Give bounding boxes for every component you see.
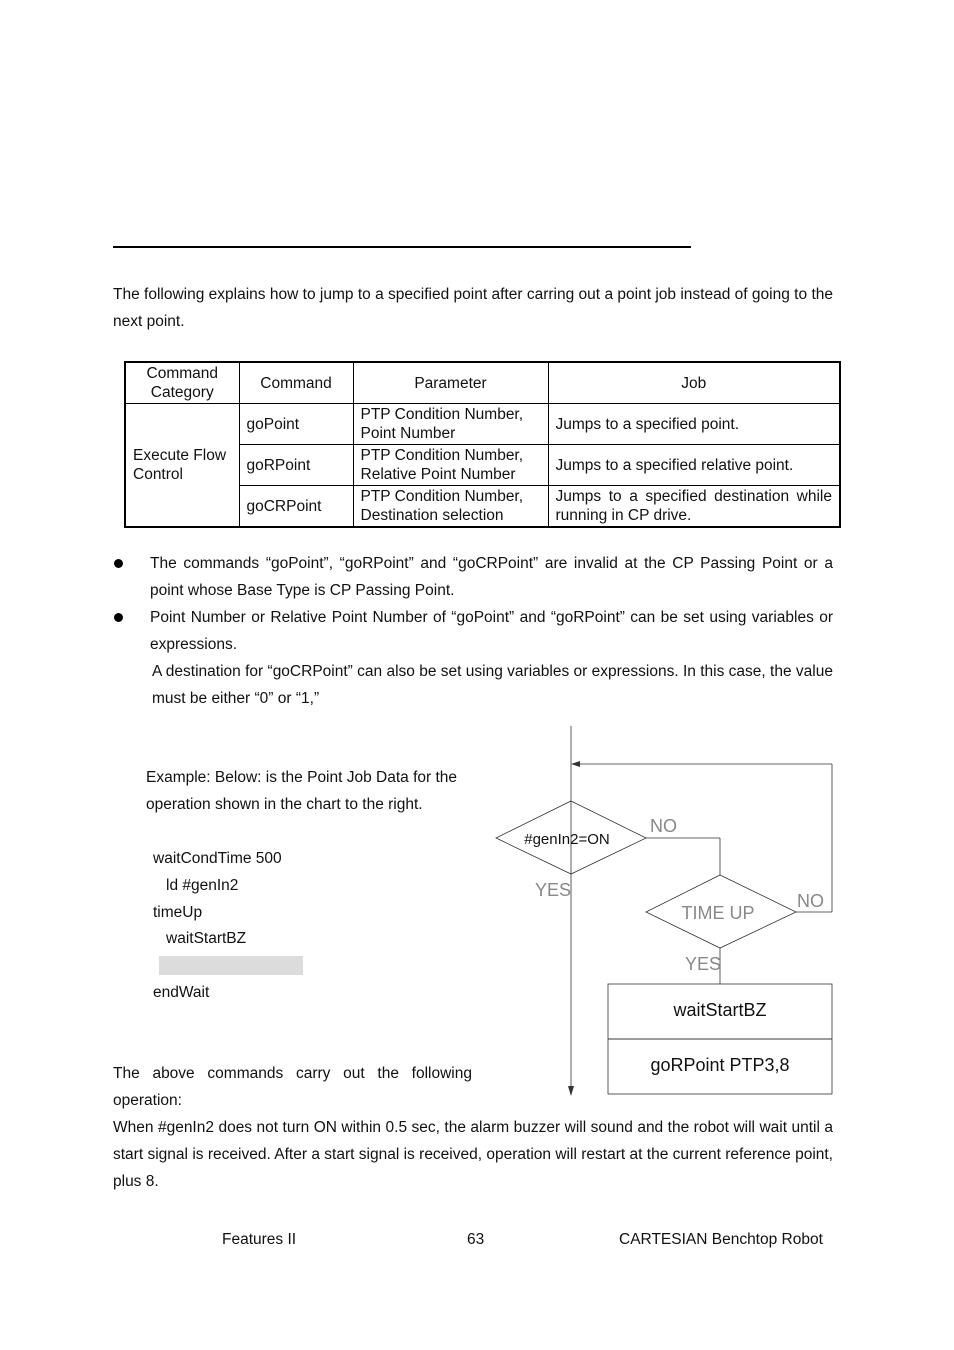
process-box-1-label: waitStartBZ [673, 1000, 767, 1020]
operation-explanation [113, 1060, 833, 1195]
explanation-line: The above commands carry out the following [113, 1065, 472, 1082]
decision-genin2-label: #genIn2=ON [524, 831, 610, 848]
parameter-cell [353, 486, 548, 528]
category-cell [125, 404, 239, 528]
job-cell [548, 486, 840, 528]
no-label: NO [797, 891, 824, 911]
list-item [113, 550, 833, 604]
yes-label: YES [685, 954, 722, 974]
bullet-text: The commands “goPoint”, “goRPoint” and “goCRPoint” are invalid at the CP Passing Point or a point whose Base Type is CP Passing Point. [150, 555, 833, 599]
job-cell: Jumps to a specified relative point. [548, 445, 840, 486]
bullet-continuation: A destination for “goCRPoint” can also be set using variables or expressions. In this case, the value must be either “0” or “1,” [152, 663, 833, 707]
category-label: Execute Flow Control [133, 447, 227, 483]
code-line: waitStartBZ [166, 930, 247, 947]
notes-list [113, 550, 833, 712]
flowchart [490, 726, 840, 1098]
intro-paragraph: The following explains how to jump to a specified point after carring out a point job instead of going to the next point. [113, 286, 833, 330]
parameter-cell [353, 404, 548, 445]
header-job: Job [548, 362, 840, 404]
command-cell: goRPoint [239, 445, 353, 486]
process-box-2-label: goRPoint PTP3,8 [650, 1055, 790, 1075]
parameter-line: Destination selection [360, 507, 504, 524]
command-cell: goCRPoint [239, 486, 353, 528]
header-command: Command [239, 362, 353, 404]
footer-right: CARTESIAN Benchtop Robot [619, 1231, 823, 1248]
command-cell: goPoint [239, 404, 353, 445]
job-line: Jumps to a specified destination while [555, 488, 832, 505]
job-cell: Jumps to a specified point. [548, 404, 840, 445]
parameter-line: PTP Condition Number, [360, 488, 524, 505]
page-number: 63 [467, 1231, 485, 1248]
parameter-cell [353, 445, 548, 486]
code-line: timeUp [153, 904, 203, 921]
table-header-row [125, 362, 840, 404]
bullet-icon [114, 559, 123, 568]
example-intro [146, 764, 486, 818]
no-label: NO [650, 816, 677, 836]
code-line: waitCondTime 500 [153, 850, 282, 867]
header-label: Command Category [146, 365, 218, 401]
example-line: Example: Below: is the Point Job Data for the [146, 769, 458, 786]
example-line: operation shown in the chart to the right. [146, 796, 423, 813]
header-command-category [125, 362, 239, 404]
code-line: endWait [153, 984, 210, 1001]
list-item [113, 604, 833, 658]
arrowhead-icon [571, 761, 580, 767]
header-parameter: Parameter [353, 362, 548, 404]
code-line: ld #genIn2 [166, 877, 239, 894]
parameter-line: PTP Condition Number, [360, 406, 524, 423]
yes-label: YES [535, 880, 572, 900]
parameter-line: Point Number [360, 425, 456, 442]
parameter-line: PTP Condition Number, [360, 447, 524, 464]
command-table [124, 361, 841, 528]
explanation-body: When #genIn2 does not turn ON within 0.5 sec, the alarm buzzer will sound and the robot will wait until a start signal is received. After a start signal is received, operation will restart at the current reference point, plus 8. [113, 1119, 833, 1190]
blank-placeholder [159, 956, 303, 975]
bullet-text: Point Number or Relative Point Number of “goPoint” and “goRPoint” can be set using variables or expressions. [150, 609, 833, 653]
footer-left: Features II [222, 1231, 297, 1248]
bullet-icon [114, 613, 123, 622]
section-rule [113, 246, 691, 248]
job-line: running in CP drive. [555, 507, 692, 524]
parameter-line: Relative Point Number [360, 466, 516, 483]
decision-timeup-label: TIME UP [681, 903, 755, 923]
explanation-line: operation: [113, 1092, 182, 1109]
table-row [125, 404, 840, 445]
